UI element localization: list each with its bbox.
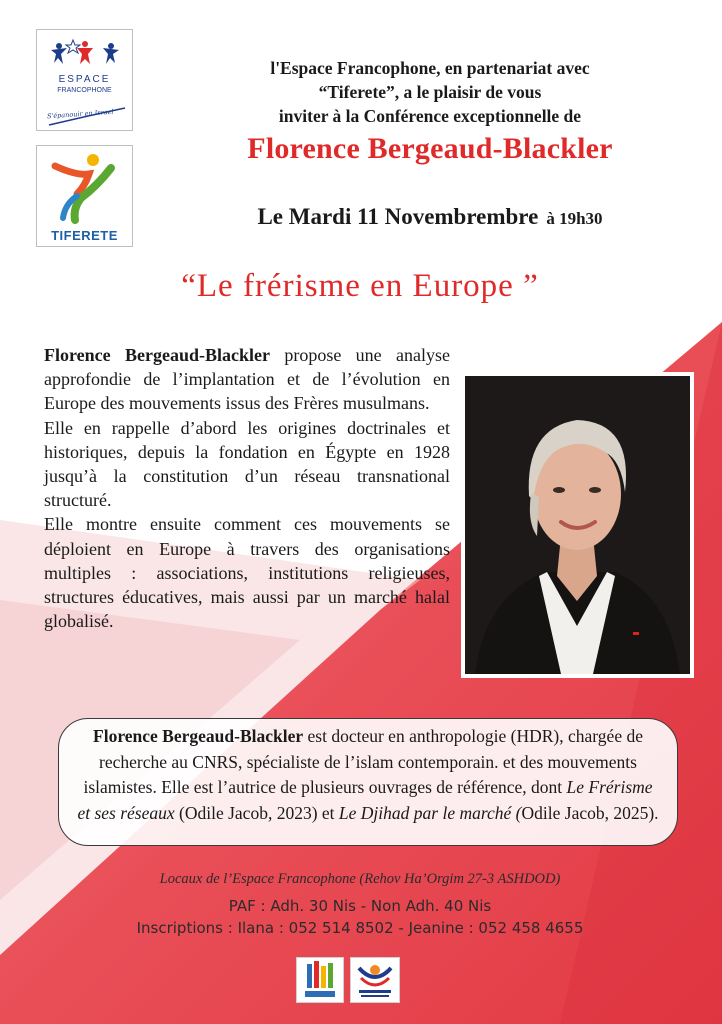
- bio-text-3: Odile Jacob, 2025).: [521, 802, 659, 823]
- espace-logo-word1: ESPACE: [58, 74, 111, 85]
- speaker-portrait-image: [465, 376, 690, 674]
- description-speaker-name: Florence Bergeaud-Blackler: [44, 345, 270, 365]
- ashdod-city-icon: [297, 958, 343, 1002]
- intro-line-1: l'Espace Francophone, en partenariat avec: [270, 58, 590, 78]
- event-time: à 19h30: [546, 209, 603, 228]
- intro-line-2: “Tiferete”, a le plaisir de vous: [318, 82, 542, 102]
- bio-book-1: Le Frérisme et ses réseaux: [77, 777, 653, 823]
- bio-text-1: est docteur en anthropologie (HDR), chargée de recherche au CNRS, spécialiste de l’islam contemporain. et des mouvements islamistes. Elle est l’autrice de plusieurs ouvrages de référence, dont: [83, 726, 643, 797]
- event-date: [150, 204, 710, 230]
- admission-price: PAF : Adh. 30 Nis - Non Adh. 40 Nis: [228, 897, 492, 915]
- description-p1-text: propose une analyse approfondie de l’implantation et de l’évolution en Europe des mouvements issus des Frères musulmans.: [44, 345, 451, 414]
- espace-logo-word2: FRANCOPHONE: [57, 87, 112, 94]
- description-paragraph-2: Elle en rappelle d’abord les origines doctrinales et historiques, depuis la fondation en Égypte en 1928 jusqu’à la constitution d’un réseau transnational structuré.: [44, 417, 450, 511]
- bio-book-2: Le Djihad par le marché (: [338, 802, 522, 823]
- description-paragraph-3: Elle montre ensuite comment ces mouvements se déploient en Europe à travers des organisations multiples : associations, institutions religieuses, structures éducatives, mais aussi par un marché halal globalisé.: [44, 514, 450, 632]
- conference-title: “Le frérisme en Europe ”: [181, 268, 539, 304]
- intro-line-3: inviter à la Conférence exceptionnelle de: [278, 106, 582, 126]
- venue-address: Locaux de l’Espace Francophone (Rehov Ha’Orgim 27-3 ASHDOD): [159, 871, 561, 887]
- bio-speaker-name: Florence Bergeaud-Blackler: [93, 726, 304, 746]
- description-paragraph-1: [44, 343, 450, 416]
- tiferete-figure-icon: [37, 146, 132, 226]
- tiferete-logo: [36, 145, 133, 247]
- espace-swoosh-icon: [37, 30, 132, 130]
- intro-text: [150, 56, 710, 128]
- community-center-logo: [350, 957, 400, 1003]
- espace-francophone-logo: [36, 29, 133, 131]
- description-text: [44, 343, 450, 633]
- tiferete-logo-word: TIFERETE: [51, 228, 118, 243]
- bio-text-2: (Odile Jacob, 2023) et: [174, 802, 339, 823]
- event-date-day: Le Mardi 11 Novembrembre: [257, 204, 539, 229]
- speaker-photo-frame: [461, 372, 694, 678]
- espace-logo-tagline: S'épanouir en Israel: [46, 107, 114, 121]
- speaker-photo: [465, 376, 690, 674]
- ashdod-logo: [296, 957, 344, 1003]
- speaker-name: Florence Bergeaud-Blackler: [247, 132, 613, 165]
- speaker-bio-box: [58, 718, 678, 846]
- community-center-icon: [351, 958, 399, 1002]
- registration-contacts: Inscriptions : Ilana : 052 514 8502 - Jeanine : 052 458 4655: [136, 919, 584, 937]
